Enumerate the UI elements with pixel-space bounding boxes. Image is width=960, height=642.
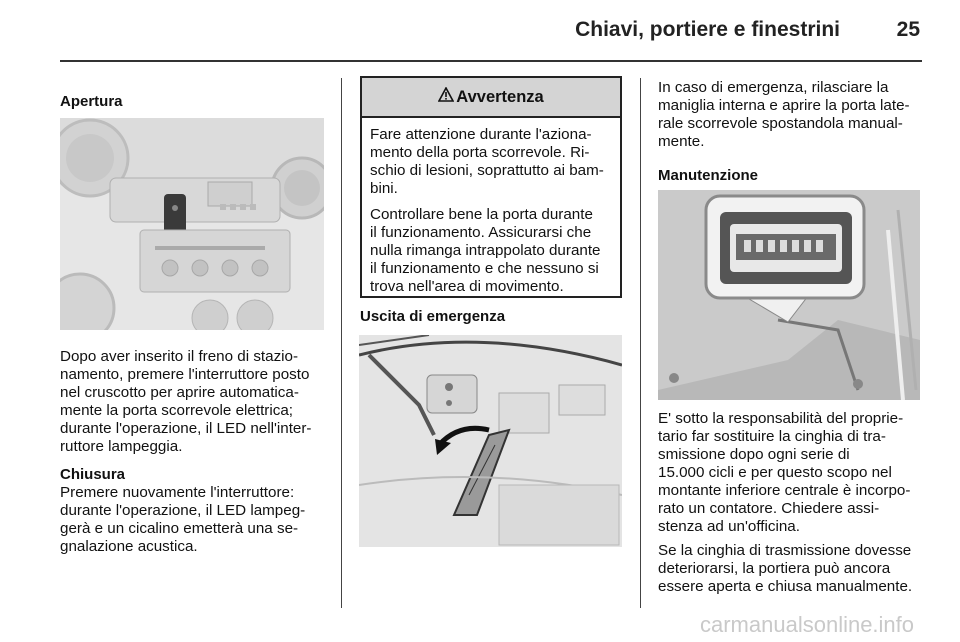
text-line: rale scorrevole spostandola manual- <box>658 115 903 132</box>
warning-title: Avvertenza <box>456 87 544 106</box>
page-number: 25 <box>896 18 920 41</box>
apertura-paragraph <box>60 348 330 556</box>
header-divider <box>60 60 922 62</box>
text-line: mento della porta scorrevole. Ri- <box>370 144 590 161</box>
heading-chiusura: Chiusura <box>60 466 126 483</box>
text-line: smissione dopo ogni serie di <box>658 446 850 463</box>
page-title: Chiavi, portiere e finestrini <box>575 18 840 41</box>
text-line: trova nell'area di movimento. <box>370 278 564 295</box>
column-3-top <box>658 79 928 185</box>
column-2-heading <box>360 308 630 326</box>
manutenzione-text-2 <box>658 542 928 596</box>
warning-box <box>360 76 622 298</box>
figure-dashboard-switch <box>60 118 324 330</box>
watermark: carmanualsonline.info <box>700 612 915 637</box>
apertura-text <box>60 348 330 456</box>
text-line: durante l'operazione, il LED nell'inter- <box>60 420 312 437</box>
text-line: essere aperta e chiusa manualmente. <box>658 578 913 595</box>
chiusura-text <box>60 484 330 556</box>
text-line: E' sotto la responsabilità del proprie- <box>658 410 904 427</box>
text-line: bini. <box>370 180 398 197</box>
text-line: rato un contatore. Chiedere assi- <box>658 500 880 517</box>
warning-header <box>362 78 620 118</box>
heading-manutenzione: Manutenzione <box>658 167 758 184</box>
text-line: tario far sostituire la cinghia di tra- <box>658 428 886 445</box>
heading-apertura: Apertura <box>60 93 123 110</box>
text-line: namento, premere l'interruttore posto <box>60 366 310 383</box>
text-line: mente la porta scorrevole elettrica; <box>60 402 293 419</box>
text-line: nulla rimanga intrappolato durante <box>370 242 601 259</box>
text-line: stenza ad un'officina. <box>658 518 800 535</box>
text-line: Se la cinghia di trasmissione dovesse <box>658 542 912 559</box>
warning-paragraph-2 <box>370 206 612 296</box>
text-line: Fare attenzione durante l'aziona- <box>370 126 592 143</box>
column-1 <box>60 93 328 111</box>
text-line: nel cruscotto per aprire automatica- <box>60 384 299 401</box>
text-line: gerà e un cicalino emetterà una se- <box>60 520 299 537</box>
emergenza-text <box>658 79 928 151</box>
text-line: il funzionamento. Assicurarsi che <box>370 224 592 241</box>
column-divider-2 <box>640 78 641 608</box>
figure-emergency-handle <box>359 335 622 547</box>
warning-triangle-icon <box>438 87 454 107</box>
text-line: 15.000 cicli e per questo scopo nel <box>658 464 892 481</box>
text-line: gnalazione acustica. <box>60 538 198 555</box>
text-line: mente. <box>658 133 705 150</box>
text-line: schio di lesioni, soprattutto ai bam- <box>370 162 604 179</box>
warning-body <box>362 118 620 296</box>
heading-uscita-emergenza: Uscita di emergenza <box>360 308 506 325</box>
text-line: montante inferiore centrale è incorpo- <box>658 482 911 499</box>
text-line: Dopo aver inserito il freno di stazio- <box>60 348 299 365</box>
text-line: Controllare bene la porta durante <box>370 206 593 223</box>
text-line: deteriorarsi, la portiera può ancora <box>658 560 891 577</box>
column-divider-1 <box>341 78 342 608</box>
text-line: ruttore lampeggia. <box>60 438 183 455</box>
column-3-bottom <box>658 410 928 596</box>
text-line: Premere nuovamente l'interruttore: <box>60 484 295 501</box>
figure-cycle-counter <box>658 190 920 400</box>
text-line: In caso di emergenza, rilasciare la <box>658 79 889 96</box>
warning-paragraph-1 <box>370 126 612 198</box>
manutenzione-text-1 <box>658 410 928 536</box>
text-line: maniglia interna e aprire la porta late- <box>658 97 910 114</box>
text-line: durante l'operazione, il LED lampeg- <box>60 502 306 519</box>
text-line: il funzionamento e che nessuno si <box>370 260 599 277</box>
